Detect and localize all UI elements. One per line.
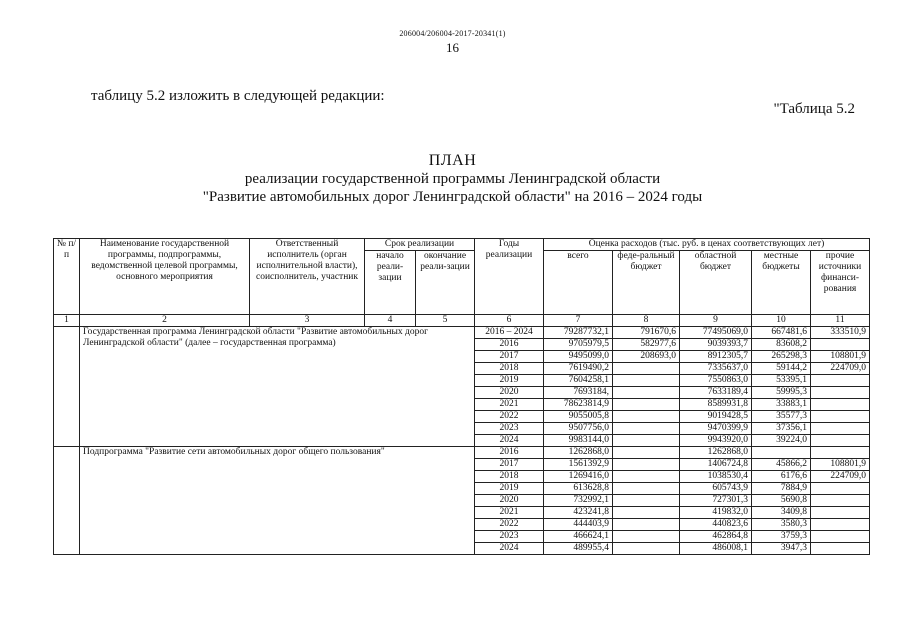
- cell-regional: 7633189,4: [680, 387, 752, 399]
- header-executor: Ответственный исполнитель (орган исполнительной власти), соисполнитель, участник: [250, 239, 365, 315]
- cell-total: 9495099,0: [544, 351, 613, 363]
- cell-total: 7604258,1: [544, 375, 613, 387]
- cell-local: 59144,2: [752, 363, 811, 375]
- cell-federal: [613, 543, 680, 555]
- cell-federal: [613, 471, 680, 483]
- cell-year: 2021: [475, 507, 544, 519]
- cell-total: 489955,4: [544, 543, 613, 555]
- cell-federal: [613, 483, 680, 495]
- cell-other: [811, 339, 870, 351]
- cell-other: [811, 375, 870, 387]
- cell-total: 9983144,0: [544, 435, 613, 447]
- cell-year: 2018: [475, 363, 544, 375]
- cell-local: 5690,8: [752, 495, 811, 507]
- cell-other: 224709,0: [811, 363, 870, 375]
- cell-total: 1262868,0: [544, 447, 613, 459]
- cell-federal: [613, 435, 680, 447]
- cell-local: 59995,3: [752, 387, 811, 399]
- cell-other: [811, 411, 870, 423]
- cell-regional: 9039393,7: [680, 339, 752, 351]
- cell-federal: 208693,0: [613, 351, 680, 363]
- column-number: 5: [416, 315, 475, 327]
- cell-federal: [613, 495, 680, 507]
- cell-local: 53395,1: [752, 375, 811, 387]
- cell-year: 2016: [475, 447, 544, 459]
- cell-year: 2024: [475, 543, 544, 555]
- cell-federal: 582977,6: [613, 339, 680, 351]
- cell-regional: 7335637,0: [680, 363, 752, 375]
- cell-regional: 9019428,5: [680, 411, 752, 423]
- cell-other: [811, 483, 870, 495]
- cell-regional: 440823,6: [680, 519, 752, 531]
- cell-federal: [613, 375, 680, 387]
- cell-other: 224709,0: [811, 471, 870, 483]
- plan-subtitle-1: реализации государственной программы Ленинградской области: [244, 171, 661, 187]
- cell-federal: [613, 423, 680, 435]
- cell-regional: 8912305,7: [680, 351, 752, 363]
- cell-federal: [613, 459, 680, 471]
- cell-other: [811, 531, 870, 543]
- cell-local: 3580,3: [752, 519, 811, 531]
- plan-title: ПЛАН: [428, 152, 477, 169]
- cell-year: 2017: [475, 351, 544, 363]
- cell-total: 79287732,1: [544, 327, 613, 339]
- cell-total: 444403,9: [544, 519, 613, 531]
- header-years: Годы реализации: [475, 239, 544, 315]
- cell-regional: 9470399,9: [680, 423, 752, 435]
- plan-table: [53, 238, 870, 555]
- table-row: [54, 447, 870, 459]
- cell-year: 2022: [475, 519, 544, 531]
- header-local: местные бюджеты: [752, 251, 811, 315]
- intro-text: таблицу 5.2 изложить в следующей редакции:: [91, 88, 385, 104]
- cell-total: 1561392,9: [544, 459, 613, 471]
- column-number: 3: [250, 315, 365, 327]
- column-number: 11: [811, 315, 870, 327]
- cell-federal: [613, 507, 680, 519]
- cell-other: 333510,9: [811, 327, 870, 339]
- cell-regional: 8589931,8: [680, 399, 752, 411]
- table-row: [54, 327, 870, 339]
- cell-other: [811, 423, 870, 435]
- cell-total: 7619490,2: [544, 363, 613, 375]
- cell-other: [811, 495, 870, 507]
- cell-other: [811, 507, 870, 519]
- cell-year: 2024: [475, 435, 544, 447]
- cell-year: 2019: [475, 375, 544, 387]
- cell-other: [811, 447, 870, 459]
- cell-year: 2020: [475, 495, 544, 507]
- cell-federal: [613, 363, 680, 375]
- cell-local: 83608,2: [752, 339, 811, 351]
- cell-regional: 605743,9: [680, 483, 752, 495]
- cell-regional: 7550863,0: [680, 375, 752, 387]
- cell-federal: [613, 447, 680, 459]
- cell-regional: 1406724,8: [680, 459, 752, 471]
- cell-federal: [613, 531, 680, 543]
- cell-year: 2019: [475, 483, 544, 495]
- cell-year: 2022: [475, 411, 544, 423]
- document-id: 206004/206004-2017-20341(1): [399, 29, 506, 38]
- header-end: окончание реали-зации: [416, 251, 475, 315]
- cell-regional: 1262868,0: [680, 447, 752, 459]
- cell-year: 2023: [475, 531, 544, 543]
- column-number: 8: [613, 315, 680, 327]
- cell-other: [811, 543, 870, 555]
- header-federal: феде-ральный бюджет: [613, 251, 680, 315]
- cell-regional: 77495069,0: [680, 327, 752, 339]
- table-label: "Таблица 5.2: [773, 101, 855, 117]
- cell-total: 1269416,0: [544, 471, 613, 483]
- header-other: прочие источники финанси-рования: [811, 251, 870, 315]
- cell-other: [811, 519, 870, 531]
- cell-local: 35577,3: [752, 411, 811, 423]
- header-total: всего: [544, 251, 613, 315]
- cell-year: 2016 – 2024: [475, 327, 544, 339]
- cell-local: 667481,6: [752, 327, 811, 339]
- cell-federal: [613, 387, 680, 399]
- plan-table-body: [54, 327, 870, 555]
- cell-total: 613628,8: [544, 483, 613, 495]
- cell-total: 9055005,8: [544, 411, 613, 423]
- cell-local: 37356,1: [752, 423, 811, 435]
- column-number: 1: [54, 315, 80, 327]
- row-number-cell: [54, 327, 80, 447]
- cell-regional: 1038530,4: [680, 471, 752, 483]
- cell-year: 2023: [475, 423, 544, 435]
- cell-total: 423241,8: [544, 507, 613, 519]
- cell-local: 265298,3: [752, 351, 811, 363]
- row-number-cell: [54, 447, 80, 555]
- cell-other: [811, 387, 870, 399]
- cell-local: 33883,1: [752, 399, 811, 411]
- cell-total: 9705979,5: [544, 339, 613, 351]
- cell-local: 6176,6: [752, 471, 811, 483]
- cell-year: 2018: [475, 471, 544, 483]
- section-name: Государственная программа Ленинградской области "Развитие автомобильных дорог Ленинградской области" (далее – государственная программа): [80, 327, 475, 447]
- cell-local: 45866,2: [752, 459, 811, 471]
- cell-local: 3409,8: [752, 507, 811, 519]
- cell-local: 3759,3: [752, 531, 811, 543]
- cell-federal: 791670,6: [613, 327, 680, 339]
- cell-year: 2020: [475, 387, 544, 399]
- header-costs: Оценка расходов (тыс. руб. в ценах соответствующих лет): [544, 239, 870, 251]
- cell-regional: 9943920,0: [680, 435, 752, 447]
- cell-year: 2016: [475, 339, 544, 351]
- cell-total: 9507756,0: [544, 423, 613, 435]
- cell-regional: 486008,1: [680, 543, 752, 555]
- section-name: Подпрограмма "Развитие сети автомобильных дорог общего пользования": [80, 447, 475, 555]
- column-number: 6: [475, 315, 544, 327]
- cell-other: 108801,9: [811, 459, 870, 471]
- cell-total: 466624,1: [544, 531, 613, 543]
- cell-total: 7693184,: [544, 387, 613, 399]
- page-number: 16: [446, 40, 459, 55]
- cell-other: [811, 435, 870, 447]
- cell-year: 2021: [475, 399, 544, 411]
- column-number: 2: [80, 315, 250, 327]
- cell-local: 7884,9: [752, 483, 811, 495]
- cell-federal: [613, 519, 680, 531]
- column-number: 9: [680, 315, 752, 327]
- cell-local: 3947,3: [752, 543, 811, 555]
- cell-local: [752, 447, 811, 459]
- column-number: 7: [544, 315, 613, 327]
- column-number: 10: [752, 315, 811, 327]
- cell-federal: [613, 411, 680, 423]
- cell-regional: 462864,8: [680, 531, 752, 543]
- cell-total: 78623814,9: [544, 399, 613, 411]
- cell-federal: [613, 399, 680, 411]
- cell-regional: 419832,0: [680, 507, 752, 519]
- header-start: начало реали-зации: [365, 251, 416, 315]
- plan-subtitle-2: "Развитие автомобильных дорог Ленинградской области" на 2016 – 2024 годы: [202, 189, 703, 205]
- cell-total: 732992,1: [544, 495, 613, 507]
- cell-other: [811, 399, 870, 411]
- cell-year: 2017: [475, 459, 544, 471]
- header-period: Срок реализации: [365, 239, 475, 251]
- cell-other: 108801,9: [811, 351, 870, 363]
- header-name: Наименование государственной программы, подпрограммы, ведомственной целевой программы, основного мероприятия: [80, 239, 250, 315]
- column-number: 4: [365, 315, 416, 327]
- header-num: № п/п: [54, 239, 80, 315]
- cell-local: 39224,0: [752, 435, 811, 447]
- cell-regional: 727301,3: [680, 495, 752, 507]
- header-regional: областной бюджет: [680, 251, 752, 315]
